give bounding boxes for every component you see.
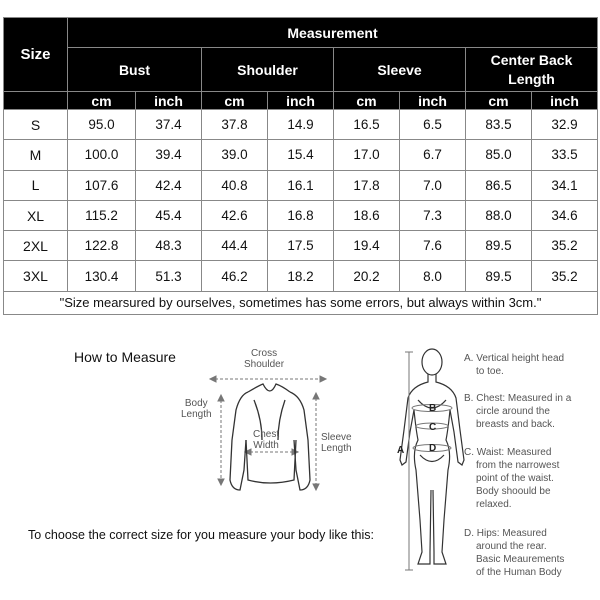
size-cell: L [4, 170, 68, 200]
shoulder-header: Shoulder [202, 48, 334, 92]
value-cell: 115.2 [68, 200, 136, 230]
measurement-note: "Size mearsured by ourselves, sometimes has some errors, but always within 3cm." [4, 291, 598, 314]
value-cell: 6.7 [400, 140, 466, 170]
value-cell: 37.8 [202, 110, 268, 140]
value-cell: 32.9 [532, 110, 598, 140]
unit-header: cm [202, 92, 268, 110]
unit-header: cm [334, 92, 400, 110]
note-line: relaxed. [476, 499, 512, 510]
label-line: Length [181, 409, 212, 420]
value-cell: 7.6 [400, 231, 466, 261]
label-line: Body [184, 398, 208, 409]
value-cell: 89.5 [466, 231, 532, 261]
value-cell: 42.4 [136, 170, 202, 200]
value-cell: 20.2 [334, 261, 400, 291]
value-cell: 95.0 [68, 110, 136, 140]
label-line: Width [253, 440, 279, 451]
value-cell: 45.4 [136, 200, 202, 230]
choose-size-instruction: To choose the correct size for you measure your body like this: [28, 528, 374, 542]
label-line: Length [321, 443, 352, 454]
value-cell: 16.1 [268, 170, 334, 200]
note-line: circle around the [476, 406, 550, 417]
value-cell: 17.0 [334, 140, 400, 170]
value-cell: 18.2 [268, 261, 334, 291]
value-cell: 86.5 [466, 170, 532, 200]
note-d [464, 527, 564, 579]
note-line: breasts and back. [476, 419, 555, 430]
note-line: of the Human Body [476, 567, 562, 578]
size-cell: XL [4, 200, 68, 230]
note-line: C. Waist: Measured [464, 447, 552, 458]
value-cell: 39.0 [202, 140, 268, 170]
value-cell: 51.3 [136, 261, 202, 291]
sleeve-header: Sleeve [334, 48, 466, 92]
label-line: Cross [250, 348, 278, 359]
unit-header: inch [136, 92, 202, 110]
value-cell: 85.0 [466, 140, 532, 170]
value-cell: 17.5 [268, 231, 334, 261]
size-header: Size [4, 18, 68, 92]
marker-d: D [429, 443, 437, 454]
how-to-measure-title: How to Measure [74, 349, 176, 365]
size-cell: 3XL [4, 261, 68, 291]
note-line: B. Chest: Measured in a [464, 393, 572, 404]
value-cell: 7.0 [400, 170, 466, 200]
value-cell: 35.2 [532, 261, 598, 291]
note-line: A. Vertical height head [464, 353, 565, 364]
value-cell: 14.9 [268, 110, 334, 140]
note-c [464, 446, 559, 511]
unit-header: cm [466, 92, 532, 110]
unit-header: cm [68, 92, 136, 110]
label-line: Sleeve [321, 432, 352, 443]
size-cell: 2XL [4, 231, 68, 261]
unit-header: inch [268, 92, 334, 110]
value-cell: 89.5 [466, 261, 532, 291]
value-cell: 48.3 [136, 231, 202, 261]
marker-a: A [397, 445, 405, 456]
note-line: to toe. [476, 366, 504, 377]
marker-b: B [429, 403, 437, 414]
note-line: D. Hips: Measured [464, 528, 547, 539]
value-cell: 18.6 [334, 200, 400, 230]
value-cell: 88.0 [466, 200, 532, 230]
value-cell: 34.6 [532, 200, 598, 230]
value-cell: 6.5 [400, 110, 466, 140]
value-cell: 34.1 [532, 170, 598, 200]
value-cell: 44.4 [202, 231, 268, 261]
value-cell: 130.4 [68, 261, 136, 291]
note-line: from the narrowest [476, 460, 560, 471]
note-a [464, 352, 564, 378]
note-line: Body shoould be [476, 486, 551, 497]
value-cell: 19.4 [334, 231, 400, 261]
value-cell: 40.8 [202, 170, 268, 200]
note-line: around the rear. [476, 541, 547, 552]
note-line: point of the waist. [476, 473, 554, 484]
marker-c: C [429, 422, 437, 433]
label-line: Chest [253, 429, 280, 440]
size-cell: S [4, 110, 68, 140]
value-cell: 46.2 [202, 261, 268, 291]
value-cell: 83.5 [466, 110, 532, 140]
value-cell: 107.6 [68, 170, 136, 200]
value-cell: 35.2 [532, 231, 598, 261]
bust-header: Bust [68, 48, 202, 92]
unit-header: inch [400, 92, 466, 110]
value-cell: 37.4 [136, 110, 202, 140]
center-back-length-header: Center Back Length [466, 48, 598, 92]
value-cell: 33.5 [532, 140, 598, 170]
value-cell: 39.4 [136, 140, 202, 170]
unit-header: inch [532, 92, 598, 110]
value-cell: 42.6 [202, 200, 268, 230]
size-cell: M [4, 140, 68, 170]
value-cell: 16.5 [334, 110, 400, 140]
label-line: Shoulder [244, 359, 285, 370]
value-cell: 16.8 [268, 200, 334, 230]
value-cell: 122.8 [68, 231, 136, 261]
value-cell: 100.0 [68, 140, 136, 170]
note-b [464, 392, 571, 431]
value-cell: 15.4 [268, 140, 334, 170]
value-cell: 8.0 [400, 261, 466, 291]
note-line: Basic Meaurements [476, 554, 565, 565]
value-cell: 17.8 [334, 170, 400, 200]
value-cell: 7.3 [400, 200, 466, 230]
measurement-header: Measurement [68, 18, 598, 48]
